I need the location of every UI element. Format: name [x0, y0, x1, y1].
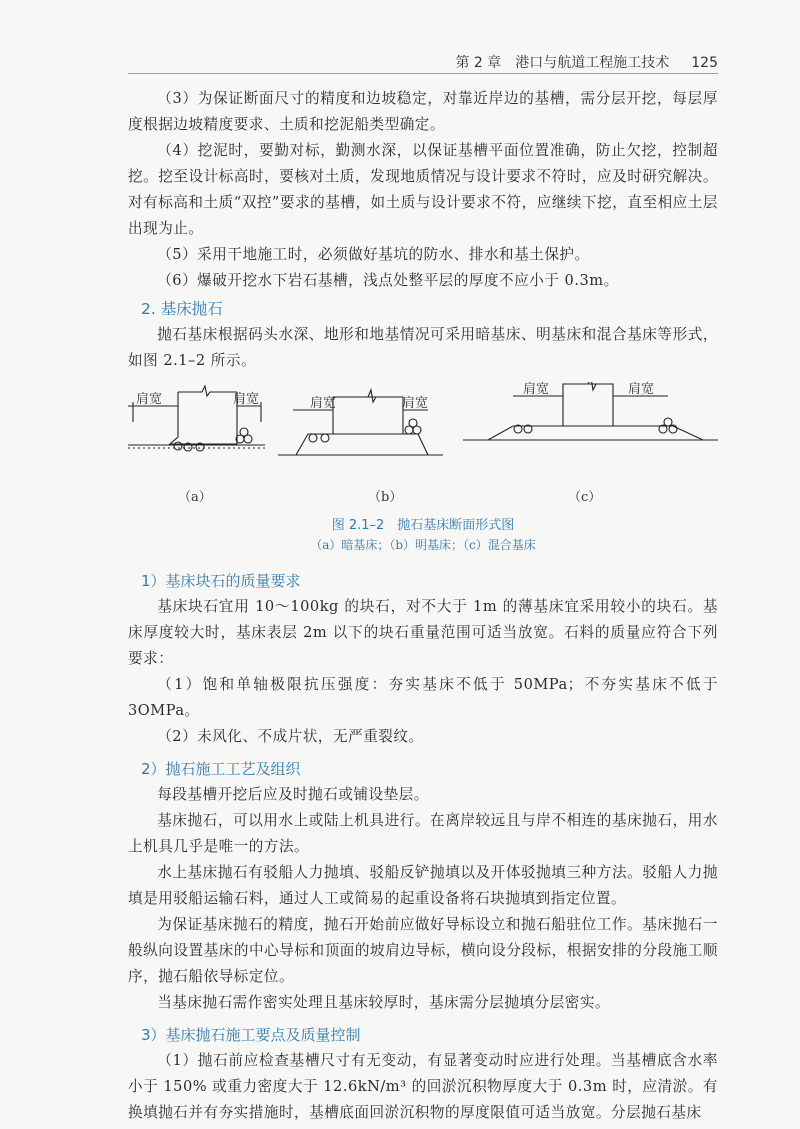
sub-label-a: （a） — [178, 490, 212, 505]
paragraph: 抛石基床根据码头水深、地形和地基情况可采用暗基床、明基床和混合基床等形式，如图 2.1–2 所示。 — [128, 326, 718, 369]
sub-label-b: （b） — [368, 490, 403, 505]
shoulder-label-c-right: 肩宽 — [628, 382, 655, 397]
subsection-heading-2: 2）抛石施工工艺及组织 — [141, 760, 301, 778]
diagram-c — [463, 382, 718, 440]
figure-caption: 图 2.1–2 抛石基床断面形式图 — [331, 518, 515, 533]
section-heading: 2. 基床抛石 — [141, 300, 223, 318]
paragraph: （6）爆破开挖水下岩石基槽，浅点处整平层的厚度不应小于 0.3m。 — [157, 272, 619, 289]
subsection-heading-1: 1）基床块石的质量要求 — [141, 572, 301, 590]
shoulder-label-c-left: 肩宽 — [523, 382, 550, 397]
paragraph: （4）挖泥时，要勤对标，勤测水深，以保证基槽平面位置准确，防止欠挖，控制超挖。挖至设计标高时，要核对土质，发现地质情况与设计要求不符时，应及时研究解决。对有标高和土质“双控”要求的基槽，如土质与设计要求不符，应继续下挖，直至相应土层出现为止。 — [128, 142, 718, 237]
chapter-title — [455, 52, 718, 72]
shoulder-label-b-right: 肩宽 — [402, 396, 429, 411]
paragraph: （1）抛石前应检查基槽尺寸有无变动，有显著变动时应进行处理。当基槽底含水率小于 150% 或重力密度大于 12.6kN/m³ 的回淤沉积物厚度大于 0.3m 时，应清淤。有换填抛石并有夯实措施时，基槽底面回淤沉积物的厚度限值可适当放宽。分层抛石基床 — [128, 1052, 718, 1121]
paragraph: （3）为保证断面尺寸的精度和边坡稳定，对靠近岸边的基槽，需分层开挖，每层厚度根据边坡精度要求、土质和挖泥船类型确定。 — [128, 90, 718, 133]
paragraph: （1）饱和单轴极限抗压强度：夯实基床不低于 50MPa；不夯实基床不低于 3OMPa。 — [128, 676, 718, 719]
page-body — [128, 86, 718, 1126]
figure-2-1-2 — [128, 382, 718, 562]
shoulder-label-b-left: 肩宽 — [310, 396, 337, 411]
subsection-heading-3: 3）基床抛石施工要点及质量控制 — [141, 1026, 361, 1044]
paragraph: 当基床抛石需作密实处理且基床较厚时，基床需分层抛填分层密实。 — [157, 994, 611, 1011]
shoulder-label-a-left: 肩宽 — [136, 392, 163, 407]
paragraph: 为保证基床抛石的精度，抛石开始前应做好导标设立和抛石船驻位工作。基床抛石一般纵向设置基床的中心导标和顶面的坡肩边导标，横向设分段标，根据安排的分段施工顺序，抛石船依导标定位。 — [128, 916, 718, 985]
chapter-text: 第 2 章 港口与航道工程施工技术 — [455, 55, 670, 71]
paragraph: 基床块石宜用 10～100kg 的块石，对不大于 1m 的薄基床宜采用较小的块石。基床厚度较大时，基床表层 2m 以下的块石重量范围可适当放宽。石料的质量应符合下列要求： — [128, 598, 718, 667]
running-header — [128, 48, 718, 74]
header-rule — [128, 73, 718, 74]
paragraph: （2）未风化、不成片状，无严重裂纹。 — [157, 728, 424, 745]
shoulder-label-a-right: 肩宽 — [233, 392, 260, 407]
paragraph: 基床抛石，可以用水上或陆上机具进行。在离岸较远且与岸不相连的基床抛石，用水上机具几乎是唯一的方法。 — [128, 812, 718, 855]
paragraph: 每段基槽开挖后应及时抛石或铺设垫层。 — [157, 786, 429, 803]
figure-note: （a）暗基床；（b）明基床；（c）混合基床 — [310, 538, 536, 552]
page-number: 125 — [691, 55, 718, 71]
paragraph: 水上基床抛石有驳船人力抛填、驳船反铲抛填以及开体驳抛填三种方法。驳船人力抛填是用驳船运输石料，通过人工或简易的起重设备将石块抛填到指定位置。 — [128, 864, 718, 907]
sub-label-c: （c） — [568, 490, 602, 505]
paragraph: （5）采用干地施工时，必须做好基坑的防水、排水和基土保护。 — [157, 246, 590, 263]
